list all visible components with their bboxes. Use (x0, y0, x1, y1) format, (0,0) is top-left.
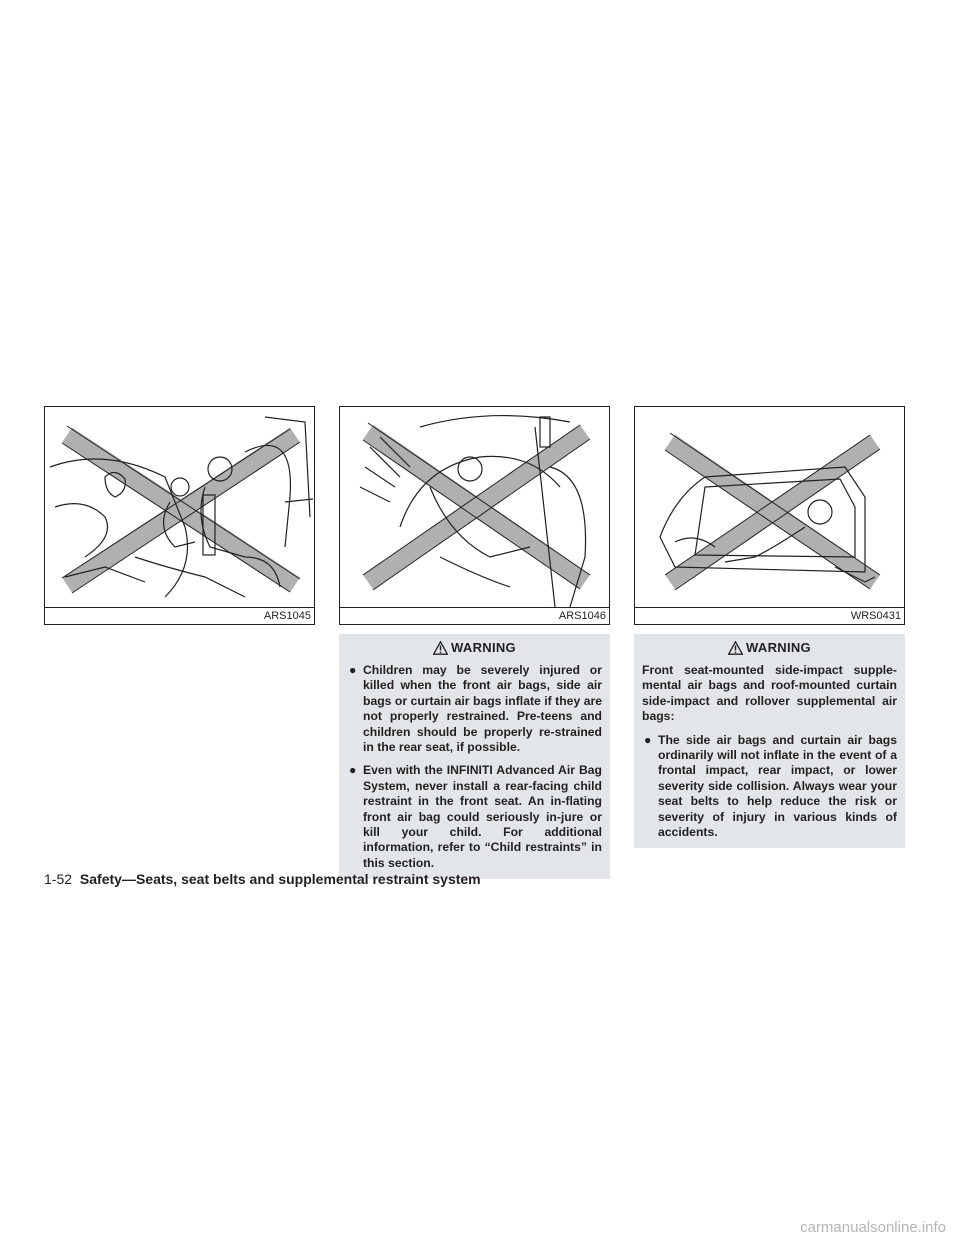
warning-item (347, 663, 602, 755)
bullet-icon: ● (349, 763, 357, 778)
illustration-rear-facing-seat-airbag (340, 407, 609, 607)
figure-leaning-on-door (634, 406, 905, 625)
warning-heading (347, 640, 602, 655)
figure-label: ARS1046 (558, 610, 606, 622)
figure-label: WRS0431 (850, 610, 901, 622)
warning-box-side-air-bags (634, 634, 905, 848)
page-number: 1-52 (44, 871, 73, 887)
figure-rear-facing-child-seat (339, 406, 610, 625)
warning-item-text: Children may be severely injured or killed when the front air bags, side air bags or curtain air bags inflate if they are not properly restrained. Pre-teens and children should be properly re-strained in the rear seat, if possible. (363, 663, 602, 755)
warning-triangle-icon (433, 641, 448, 655)
section-title: Safety—Seats, seat belts and supplemental restraint system (79, 871, 481, 887)
watermark-text: carmanualsonline.info (800, 1219, 946, 1236)
warning-box-child-restraints (339, 634, 610, 879)
warning-item-text: The side air bags and curtain air bags ordinarily will not inflate in the event of a frontal impact, rear impact, or lower severity side collision. Always wear your seat belts to help reduce the risk or severity of injury in various kinds of accidents. (658, 732, 897, 840)
illustration-passenger-leaning-door (635, 407, 904, 607)
warning-triangle-icon (728, 641, 743, 655)
warning-intro: Front seat-mounted side-impact supple-mental air bags and roof-mounted curtain side-impact and rollover supplemental air bags: (642, 663, 897, 724)
warning-item (347, 763, 602, 871)
bullet-icon: ● (349, 663, 357, 677)
figure-child-front-seat (44, 406, 315, 625)
warning-item (642, 733, 897, 841)
warning-heading-text: WARNING (746, 640, 811, 655)
warning-item-text: Even with the INFINITI Advanced Air Bag System, never install a rear-facing child restraint in the front seat. An in-flating front air bag could seriously in-jure or kill your child. For additional information, refer to “Child restraints” in this section. (363, 763, 602, 870)
figure-label: ARS1045 (263, 610, 311, 622)
bullet-icon: ● (644, 732, 652, 747)
illustration-child-held-front-seat (45, 407, 314, 607)
warning-heading (642, 640, 897, 655)
warning-heading-text: WARNING (451, 640, 516, 655)
page-footer (44, 870, 481, 888)
